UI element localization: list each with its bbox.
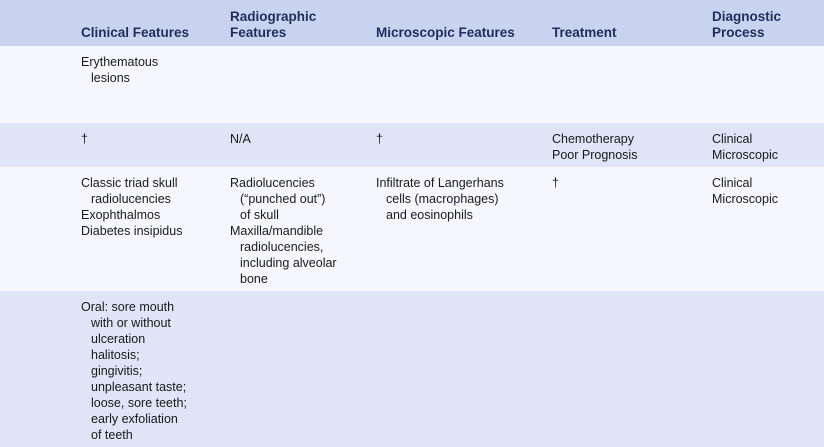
table-row (0, 291, 824, 447)
cell-line: Clinical (712, 132, 753, 146)
cell-line: cells (macrophages) (386, 192, 499, 206)
header-line: Process (712, 25, 765, 40)
header-line: Features (230, 25, 287, 40)
cell-line: Oral: sore mouth (81, 300, 175, 314)
header-line: Microscopic Features (376, 25, 515, 40)
header-line: Treatment (552, 25, 617, 40)
cell-line: halitosis; (91, 348, 140, 362)
cell-line: Chemotherapy (552, 132, 634, 146)
cell-line: and eosinophils (386, 208, 473, 222)
cell-treatment (552, 131, 637, 163)
cell-line: Poor Prognosis (552, 148, 638, 162)
cell-line: Erythematous (81, 55, 159, 69)
table-row (0, 167, 824, 291)
cell-line: Infiltrate of Langerhans (376, 176, 504, 190)
table-header (0, 0, 824, 46)
cell-line: radiolucencies, (240, 240, 324, 254)
cell-line: including alveolar (240, 256, 337, 270)
cell-line: Radiolucencies (230, 176, 315, 190)
cell-clinical-features (81, 175, 182, 239)
header-line: Diagnostic (712, 9, 782, 24)
cell-clinical-features (81, 299, 187, 443)
cell-diagnostic-process (712, 175, 778, 207)
cell-clinical-features (81, 54, 158, 86)
cell-line: Classic triad skull (81, 176, 178, 190)
cell-line: with or without (91, 316, 171, 330)
header-treatment (552, 25, 617, 41)
cell-line: gingivitis; (91, 364, 143, 378)
cell-radiographic-features (230, 175, 337, 287)
cell-line: Exophthalmos (81, 208, 161, 222)
cell-line: ulceration (91, 332, 146, 346)
cell-treatment (552, 175, 559, 191)
cell-line: † (376, 132, 383, 146)
cell-line: N/A (230, 132, 251, 146)
header-line: Radiographic (230, 9, 317, 24)
cell-clinical-features (81, 131, 88, 147)
header-microscopic-features (376, 25, 515, 41)
cell-line: of teeth (91, 428, 133, 442)
cell-line: † (552, 176, 559, 190)
cell-line: Diabetes insipidus (81, 224, 183, 238)
cell-line: Maxilla/mandible (230, 224, 324, 238)
cell-line: early exfoliation (91, 412, 178, 426)
cell-line: loose, sore teeth; (91, 396, 187, 410)
cell-line: Microscopic (712, 192, 778, 206)
cell-line: bone (240, 272, 268, 286)
table-row (0, 123, 824, 167)
cell-diagnostic-process (712, 131, 778, 163)
cell-line: (“punched out”) (240, 192, 326, 206)
cell-radiographic-features (230, 131, 251, 147)
cell-line: Microscopic (712, 148, 778, 162)
cell-line: Clinical (712, 176, 753, 190)
header-diagnostic-process (712, 9, 781, 41)
cell-microscopic-features (376, 131, 383, 147)
header-line: Clinical Features (81, 25, 190, 40)
cell-line: unpleasant taste; (91, 380, 187, 394)
header-clinical-features (81, 25, 189, 41)
cell-line: radiolucencies (91, 192, 171, 206)
table-row (0, 46, 824, 123)
cell-line: † (81, 132, 88, 146)
cell-line: lesions (91, 71, 130, 85)
header-radiographic-features (230, 9, 316, 41)
cell-microscopic-features (376, 175, 504, 223)
cell-line: of skull (240, 208, 279, 222)
